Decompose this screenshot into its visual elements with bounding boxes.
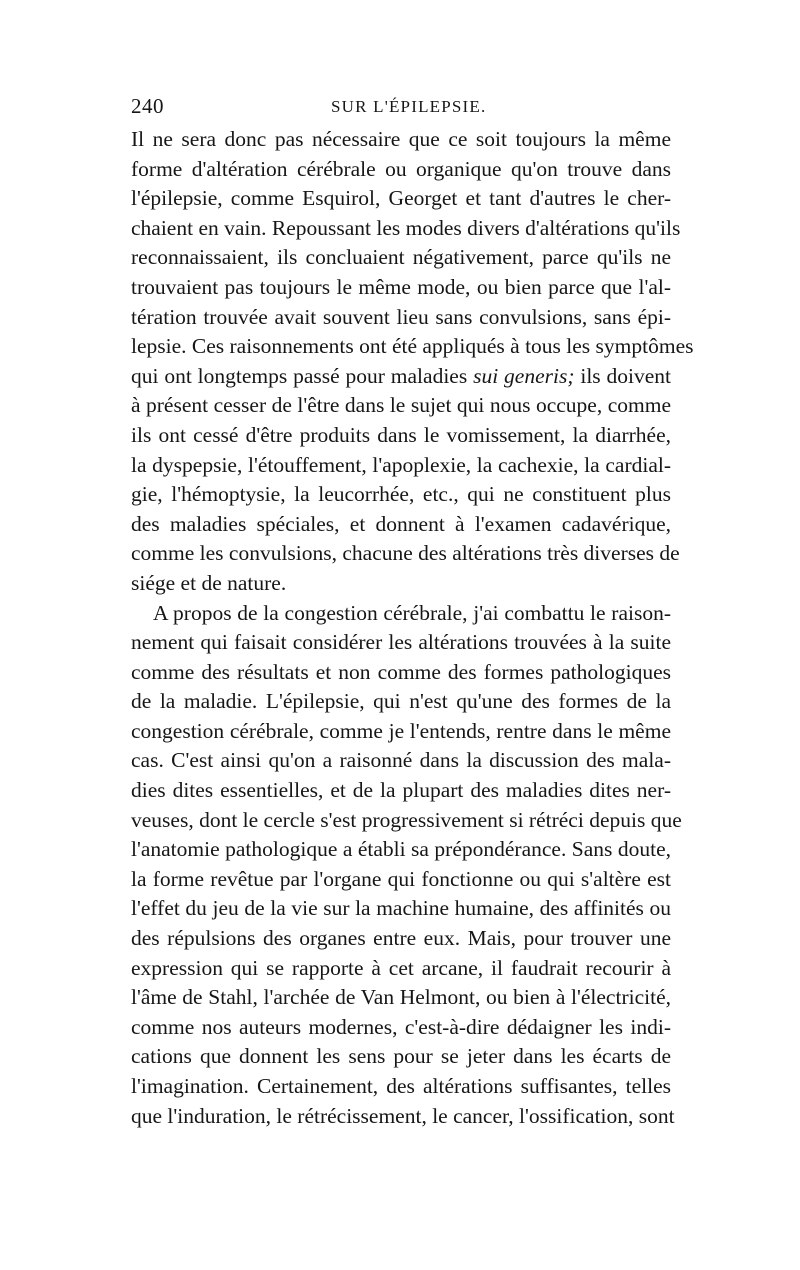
text-line: reconnaissaient, ils concluaient négativement, parce qu'ils ne xyxy=(131,245,671,270)
text-line: tération trouvée avait souvent lieu sans convulsions, sans épi- xyxy=(131,304,671,329)
text-line: veuses, dont le cercle s'est progressivement si rétréci depuis que xyxy=(131,807,682,832)
body-text xyxy=(131,125,694,1131)
text-segment: qui ont longtemps passé pour maladies xyxy=(131,363,468,388)
text-line: des répulsions des organes entre eux. Mais, pour trouver une xyxy=(131,926,671,951)
text-line: dies dites essentielles, et de la plupart des maladies dites ner- xyxy=(131,778,671,803)
running-title: SUR L'ÉPILEPSIE. xyxy=(331,97,487,116)
text-line: Il ne sera donc pas nécessaire que ce soit toujours la même xyxy=(131,127,671,151)
text-line: à présent cesser de l'être dans le sujet qui nous occupe, comme xyxy=(131,393,671,418)
text-line: gie, l'hémoptysie, la leucorrhée, etc., qui ne constituent plus xyxy=(131,482,671,507)
paragraph-2 xyxy=(131,599,682,1132)
text-line: l'anatomie pathologique a établi sa prépondérance. Sans doute, xyxy=(131,837,671,862)
italic-phrase: sui generis; xyxy=(473,363,575,388)
text-line: nement qui faisait considérer les altérations trouvées à la suite xyxy=(131,630,671,655)
text-line: forme d'altération cérébrale ou organique qu'on trouve dans xyxy=(131,156,671,181)
text-segment: ils doivent xyxy=(574,363,672,388)
running-header xyxy=(131,94,671,124)
text-line: de la maladie. L'épilepsie, qui n'est qu'une des formes de la xyxy=(131,689,671,714)
text-line: comme des résultats et non comme des formes pathologiques xyxy=(131,659,671,684)
text-line: l'âme de Stahl, l'archée de Van Helmont, ou bien à l'électricité, xyxy=(131,985,671,1010)
text-line: comme nos auteurs modernes, c'est-à-dire dédaigner les indi- xyxy=(131,1014,671,1039)
text-line: l'épilepsie, comme Esquirol, Georget et tant d'autres le cher- xyxy=(131,186,671,211)
text-line-with-italic xyxy=(131,362,671,392)
text-line: l'effet du jeu de la vie sur la machine humaine, des affinités ou xyxy=(131,896,671,921)
text-line: l'imagination. Certainement, des altérations suffisantes, telles xyxy=(131,1074,671,1098)
page-number: 240 xyxy=(131,94,164,118)
text-line: congestion cérébrale, comme je l'entends, rentre dans le même xyxy=(131,718,671,743)
text-line: des maladies spéciales, et donnent à l'examen cadavérique, xyxy=(131,511,671,536)
text-line: trouvaient pas toujours le même mode, ou bien parce que l'al- xyxy=(131,274,671,299)
text-line: la forme revêtue par l'organe qui fonctionne ou qui s'altère est xyxy=(131,866,671,891)
text-line: lepsie. Ces raisonnements ont été appliqués à tous les symptômes xyxy=(131,334,694,359)
text-line: expression qui se rapporte à cet arcane, il faudrait recourir à xyxy=(131,955,671,980)
text-line: cations que donnent les sens pour se jeter dans les écarts de xyxy=(131,1044,671,1069)
text-line: A propos de la congestion cérébrale, j'ai combattu le raison- xyxy=(153,600,671,625)
text-line: que l'induration, le rétrécissement, le cancer, l'ossification, sont xyxy=(131,1103,675,1128)
text-line: ils ont cessé d'être produits dans le vomissement, la diarrhée, xyxy=(131,422,671,447)
text-line: siége et de nature. xyxy=(131,570,287,595)
text-line: cas. C'est ainsi qu'on a raisonné dans la discussion des mala- xyxy=(131,748,671,773)
text-line: comme les convulsions, chacune des altérations très diverses de xyxy=(131,541,680,566)
paragraph-1 xyxy=(131,125,694,599)
text-line: chaient en vain. Repoussant les modes divers d'altérations qu'ils xyxy=(131,215,681,240)
text-line: la dyspepsie, l'étouffement, l'apoplexie, la cachexie, la cardial- xyxy=(131,452,671,477)
